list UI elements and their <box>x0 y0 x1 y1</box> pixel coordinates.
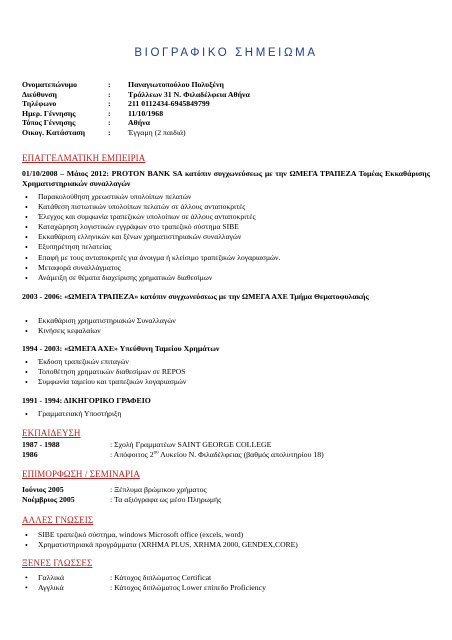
job-header: 2003 - 2006: «ΩΜΕΓΑ ΤΡΑΠΕΖΑ» κατόπιν συγχωνεύσεως με την ΩΜΕΓΑ ΑΧΕ Τμήμα Θεματοφυλακής <box>22 292 369 301</box>
education-list <box>22 441 324 461</box>
item-text <box>110 451 324 461</box>
job-duties-list <box>22 410 121 420</box>
info-label: Τόπος Γέννησης <box>22 118 76 128</box>
info-value: Αθήνα <box>128 118 150 128</box>
info-label: Διεύθυνση <box>22 89 57 99</box>
info-colon: : <box>108 118 111 128</box>
item-text: : Σχολή Γραμματέων SAINT GEORGE COLLEGE <box>110 440 272 449</box>
section-heading-experience: ΕΠΑΓΓΕΛΜΑΤΙΚΗ ΕΜΠΕΙΡΙΑ <box>22 153 146 163</box>
item-text: : Κάτοχος διπλώματος Lower επίπεδο Proficiency <box>110 583 267 592</box>
info-label: Τηλέφωνο <box>22 99 57 109</box>
info-value: Έγγαμη (2 παιδιά) <box>128 127 186 137</box>
list-item: • Παρακολούθηση χρεωστικών υπολοίπων πελατών <box>22 193 280 203</box>
item-text-part: : Απόφοιτος 2 <box>110 450 154 459</box>
info-row-marital <box>22 129 250 139</box>
languages-list <box>22 574 266 594</box>
item-language: • Αγγλικά <box>22 584 110 594</box>
list-item: • Εξυπηρέτηση πελατείας <box>22 243 280 253</box>
list-item: • Συμφωνία ταμείου και τραπεζικών λογαριασμών <box>22 378 186 388</box>
info-value: Τράλλεων 31 Ν. Φιλαδέλφεια Αθήνα <box>128 89 250 99</box>
list-item <box>22 451 324 461</box>
item-date: Ιούνιος 2005 <box>22 485 64 494</box>
info-value: Παναγιωτοπούλου Πολυξένη <box>128 80 224 89</box>
item-text: : Τα αξιόγραφα ως μέσο Πληρωμής <box>110 495 222 504</box>
list-item <box>22 584 266 594</box>
list-item: • SIBE τραπεζικό σύστημα, windows Microsoft office (excels, word) <box>22 531 298 541</box>
list-item: • Κατάθεση πιστωτικών υπολοίπων πελατών σε άλλους ανταποκριτές <box>22 203 280 213</box>
list-item: • Κινήσεις κεφαλαίων <box>22 327 176 337</box>
list-item: • Καταχώρηση λογιστικών εγγράφων στο τραπεζικό σύστημα SIBE <box>22 223 280 233</box>
job-duties-list <box>22 317 176 337</box>
list-item: • Μεταφορά συναλλάγματος <box>22 264 280 274</box>
job-header: 1991 - 1994: ΔΙΚΗΓΟΡΙΚΟ ΓΡΑΦΕΙΟ <box>22 396 151 405</box>
section-heading-training: ΕΠΙΜΟΡΦΩΣΗ / ΣΕΜΙΝΑΡΙΑ <box>22 469 140 479</box>
ordinal-suffix: ου <box>153 450 159 456</box>
list-item: • Έκδοση τραπεζικών επιταγών <box>22 358 186 368</box>
job-duties-list <box>22 193 280 284</box>
section-heading-education: ΕΚΠΑΙΔΕΥΣΗ <box>22 428 81 438</box>
info-value: 11/10/1968 <box>128 108 164 118</box>
list-item: • Χρηματιστηριακά προγράμματα (XRHMA PLUS, XRHMA 2000, GENDEX,CORE) <box>22 541 298 551</box>
list-item: • Τοποθέτηση χρηματικών διαθεσίμων σε REPOS <box>22 368 186 378</box>
skills-list <box>22 531 298 551</box>
job-header: 1994 - 2003: «ΩΜΕΓΑ ΑΧΕ» Υπεύθυνη Ταμείου Χρημάτων <box>22 344 220 353</box>
job-header: 01/10/2008 – Μάιος 2012: PROTON BANK SA κατόπιν συγχωνεύσεως με την ΩΜΕΓΑ ΤΡΑΠΕΖΑ Τομέας Εκκαθάρισης Χρηματιστηριακών συναλλαγών <box>22 169 430 188</box>
section-heading-languages: ΞΕΝΕΣ ΓΛΩΣΣΕΣ <box>22 558 93 568</box>
item-date: 1987 - 1988 <box>22 440 60 449</box>
personal-info <box>22 81 250 139</box>
item-text-part: Λυκείου Ν. Φιλαδέλφειας (βαθμός απολυτηρίου 18) <box>158 450 324 459</box>
info-label: Ημερ. Γέννησης <box>22 108 76 118</box>
info-colon: : <box>108 108 111 118</box>
info-colon: : <box>108 99 111 109</box>
info-label: Οικογ. Κατάσταση <box>22 127 86 137</box>
job-duties-list <box>22 358 186 388</box>
document-title: ΒΙΟΓΡΑΦΙΚΟ ΣΗΜΕΙΩΜΑ <box>134 47 318 59</box>
list-item: • Έλεγχος και συμφωνία τραπεζικών υπολοίπων σε άλλους ανταποκριτές <box>22 213 280 223</box>
item-text: : Κάτοχος διπλώματος Certificat <box>110 573 212 582</box>
list-item: • Εκκαθάριση χρηματιστηριακών Συναλλαγών <box>22 317 176 327</box>
item-date: 1986 <box>22 450 38 459</box>
info-colon: : <box>108 89 111 99</box>
list-item: • Ανάμειξη σε θέματα διαχείρισης χρηματικών διαθεσίμων <box>22 274 280 284</box>
list-item: • Γραμματειακή Υποστήριξη <box>22 410 121 420</box>
list-item: • Επαφή με τους ανταποκριτές για άνοιγμα ή κλείσιμο τραπεζικών λογαριασμών. <box>22 254 280 264</box>
list-item <box>22 496 221 506</box>
item-text: : Ξέπλυμα βρώμικου χρήματος <box>110 485 207 494</box>
training-list <box>22 486 221 506</box>
info-colon: : <box>108 80 111 89</box>
list-item: • Εκκαθάριση ελληνικών και ξένων χρηματιστηριακών συναλλαγών <box>22 233 280 243</box>
item-language: • Γαλλικά <box>22 574 110 584</box>
item-date: Νοέμβριος 2005 <box>22 495 75 504</box>
info-label: Ονοματεπώνυμο <box>22 80 77 89</box>
info-value: 211 0112434-6945849799 <box>128 99 210 109</box>
section-heading-other-skills: ΑΛΛΕΣ ΓΝΩΣΕΙΣ <box>22 515 94 525</box>
info-colon: : <box>108 127 111 137</box>
